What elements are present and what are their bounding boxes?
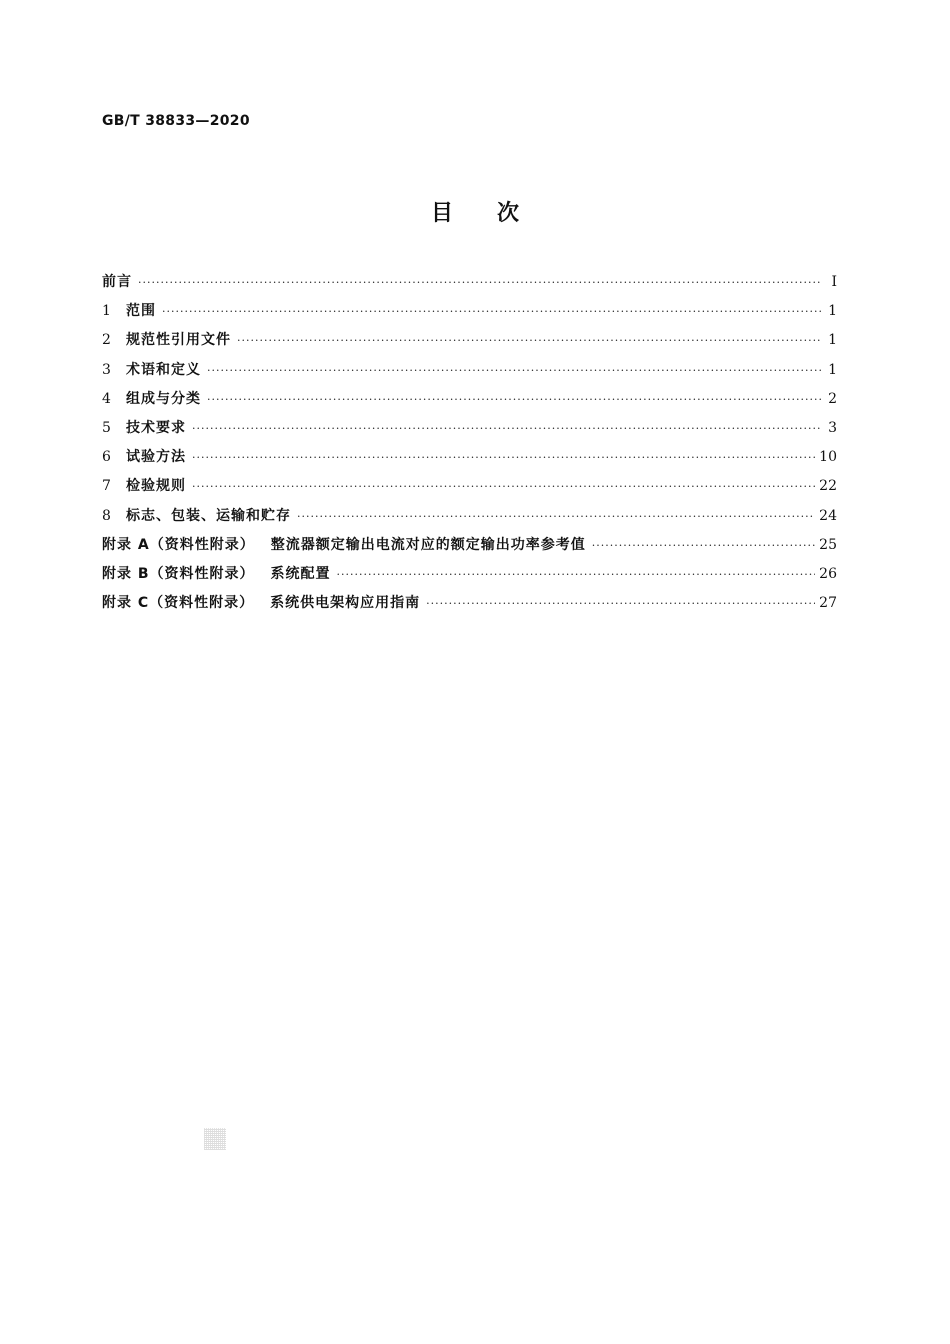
dot-leader bbox=[138, 273, 821, 293]
toc-entry-page: 22 bbox=[819, 478, 837, 495]
appendix-prefix: 附录 A（资料性附录） bbox=[102, 536, 255, 553]
toc-entry-page: 27 bbox=[819, 595, 837, 612]
appendix-prefix: 附录 B（资料性附录） bbox=[102, 565, 255, 582]
page-title: 目次 bbox=[430, 201, 563, 226]
toc-entry-page: 2 bbox=[828, 390, 837, 407]
toc-entry-label: 规范性引用文件 bbox=[126, 332, 231, 349]
toc-entry-appendix-a[interactable] bbox=[102, 535, 837, 564]
toc-entry-1[interactable] bbox=[102, 301, 837, 330]
toc-entry-number: 5 bbox=[102, 419, 111, 436]
toc-entry-number: 3 bbox=[102, 361, 111, 378]
toc-entry-label: 试验方法 bbox=[126, 449, 186, 466]
toc-entry-6[interactable] bbox=[102, 447, 837, 476]
toc-entry-5[interactable] bbox=[102, 418, 837, 447]
toc-entry-2[interactable] bbox=[102, 330, 837, 359]
dot-leader bbox=[192, 448, 815, 468]
toc-entry-number: 2 bbox=[102, 332, 111, 349]
dot-leader bbox=[162, 302, 821, 322]
toc-entry-number: 8 bbox=[102, 507, 111, 524]
toc-entry-label: 术语和定义 bbox=[126, 361, 201, 378]
toc-entry-page: 3 bbox=[828, 419, 837, 436]
toc-entry-number: 6 bbox=[102, 449, 111, 466]
toc-entry-4[interactable] bbox=[102, 389, 837, 418]
toc-entry-number: 4 bbox=[102, 390, 111, 407]
toc-entry-number: 1 bbox=[102, 303, 111, 320]
toc-entry-3[interactable] bbox=[102, 360, 837, 389]
toc-entry-page: Ⅰ bbox=[831, 274, 837, 290]
toc-entry-page: 1 bbox=[828, 332, 837, 349]
dot-leader bbox=[426, 594, 815, 614]
scan-artifact bbox=[204, 1128, 226, 1150]
toc-entry-label: 检验规则 bbox=[126, 478, 186, 495]
dot-leader bbox=[592, 536, 815, 556]
dot-leader bbox=[192, 419, 821, 439]
toc-entry-page: 26 bbox=[819, 565, 837, 582]
dot-leader bbox=[207, 361, 821, 381]
appendix-prefix: 附录 C（资料性附录） bbox=[102, 595, 255, 612]
dot-leader bbox=[192, 477, 815, 497]
toc-entry-page: 24 bbox=[819, 507, 837, 524]
toc-entry-page: 10 bbox=[819, 449, 837, 466]
toc-entry-appendix-c[interactable] bbox=[102, 593, 837, 622]
toc-entry-page: 25 bbox=[819, 536, 837, 553]
dot-leader bbox=[237, 331, 821, 351]
standard-number: GB/T 38833—2020 bbox=[102, 113, 250, 129]
table-of-contents bbox=[102, 272, 837, 622]
dot-leader bbox=[337, 565, 816, 585]
toc-entry-label: 系统配置 bbox=[270, 565, 331, 582]
toc-entry-label: 整流器额定输出电流对应的额定输出功率参考值 bbox=[270, 536, 586, 553]
toc-entry-label: 组成与分类 bbox=[126, 390, 201, 407]
toc-entry-foreword[interactable] bbox=[102, 272, 837, 301]
toc-entry-number: 7 bbox=[102, 478, 111, 495]
toc-entry-appendix-b[interactable] bbox=[102, 564, 837, 593]
toc-entry-8[interactable] bbox=[102, 506, 837, 535]
toc-entry-page: 1 bbox=[828, 303, 837, 320]
toc-entry-page: 1 bbox=[828, 361, 837, 378]
toc-entry-label: 标志、包装、运输和贮存 bbox=[126, 507, 291, 524]
toc-entry-label: 前言 bbox=[102, 274, 132, 290]
toc-entry-label: 技术要求 bbox=[126, 419, 186, 436]
toc-entry-label: 范围 bbox=[126, 303, 156, 320]
toc-entry-7[interactable] bbox=[102, 476, 837, 505]
toc-entry-label: 系统供电架构应用指南 bbox=[270, 595, 421, 612]
dot-leader bbox=[207, 390, 821, 410]
dot-leader bbox=[297, 507, 815, 527]
